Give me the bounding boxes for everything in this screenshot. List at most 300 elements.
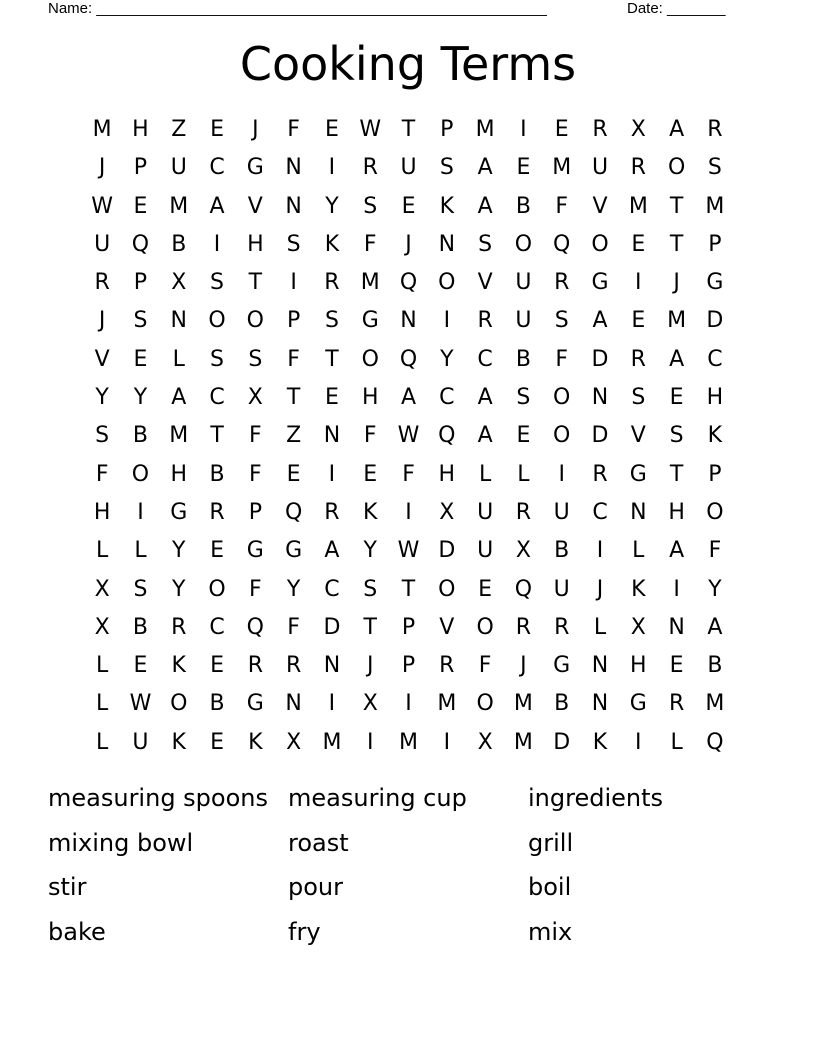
grid-letter: Q bbox=[284, 499, 303, 525]
grid-letter: C bbox=[439, 385, 455, 411]
grid-letter: R bbox=[592, 461, 608, 487]
grid-letter: E bbox=[478, 576, 493, 602]
grid-letter: I bbox=[596, 538, 604, 564]
grid-letter: P bbox=[401, 614, 416, 640]
grid-letter: O bbox=[246, 308, 264, 334]
grid-letter: S bbox=[133, 576, 148, 602]
grid-letter: P bbox=[440, 117, 454, 142]
grid-letter: J bbox=[366, 653, 374, 679]
grid-letter: K bbox=[171, 653, 186, 679]
grid-letter: D bbox=[591, 346, 609, 372]
grid-letter: E bbox=[286, 461, 301, 487]
grid-letter: R bbox=[592, 117, 608, 142]
grid-letter: Y bbox=[708, 576, 722, 602]
grid-letter: S bbox=[248, 346, 263, 372]
grid-letter: S bbox=[133, 308, 148, 334]
grid-letter: H bbox=[132, 117, 149, 142]
grid-letter: Q bbox=[246, 614, 264, 640]
grid-letter: H bbox=[630, 653, 647, 679]
grid-letter: C bbox=[324, 576, 340, 602]
grid-letter: K bbox=[592, 729, 608, 755]
grid-letter: F bbox=[402, 461, 415, 487]
grid-letter: S bbox=[95, 423, 110, 449]
grid-letter: H bbox=[93, 499, 111, 525]
grid-letter: A bbox=[477, 155, 493, 181]
grid-letter: N bbox=[285, 155, 302, 181]
grid-letter: R bbox=[554, 270, 570, 296]
grid-letter: H bbox=[170, 461, 188, 487]
grid-letter: R bbox=[171, 614, 187, 640]
grid-letter: H bbox=[706, 385, 724, 411]
grid-letter: G bbox=[246, 538, 264, 564]
grid-letter: M bbox=[552, 155, 572, 181]
grid-letter: E bbox=[210, 538, 224, 564]
grid-letter: U bbox=[400, 155, 417, 181]
grid-letter: W bbox=[91, 193, 114, 219]
grid-letter: B bbox=[132, 614, 148, 640]
grid-letter: D bbox=[706, 308, 724, 334]
grid-letter: R bbox=[630, 155, 646, 181]
grid-letter: L bbox=[96, 729, 109, 755]
grid-letter: S bbox=[210, 270, 225, 296]
grid-letter: H bbox=[438, 461, 456, 487]
grid-letter: G bbox=[629, 461, 647, 487]
grid-letter: Y bbox=[363, 538, 377, 564]
grid-letter: S bbox=[669, 423, 684, 449]
grid-letter: M bbox=[513, 729, 533, 755]
grid-letter: N bbox=[630, 499, 647, 525]
grid-letter: S bbox=[478, 231, 493, 257]
grid-letter: T bbox=[286, 385, 301, 411]
grid-letter: F bbox=[363, 231, 377, 257]
grid-letter: Z bbox=[286, 423, 302, 449]
grid-letter: Y bbox=[172, 538, 186, 564]
grid-letter: V bbox=[630, 423, 646, 449]
grid-letter: R bbox=[247, 653, 263, 679]
grid-letter: R bbox=[515, 614, 532, 640]
grid-letter: S bbox=[439, 155, 454, 181]
grid-letter: I bbox=[405, 499, 412, 525]
grid-letter: S bbox=[707, 155, 722, 181]
grid-letter: P bbox=[401, 653, 416, 679]
grid-letter: M bbox=[667, 308, 687, 334]
grid-letter: S bbox=[286, 231, 301, 257]
grid-letter: I bbox=[137, 499, 144, 525]
grid-letter: A bbox=[324, 538, 340, 564]
grid-letter: U bbox=[477, 499, 494, 525]
grid-letter: N bbox=[438, 231, 456, 257]
grid-letter: D bbox=[591, 423, 609, 449]
grid-letter: T bbox=[401, 576, 416, 602]
grid-letter: I bbox=[213, 231, 221, 257]
grid-letter: G bbox=[629, 691, 647, 717]
grid-letter: R bbox=[285, 653, 302, 679]
grid-letter: E bbox=[516, 423, 531, 449]
grid-letter: V bbox=[477, 270, 493, 296]
grid-letter: F bbox=[555, 346, 569, 372]
grid-letter: O bbox=[131, 461, 150, 487]
grid-letter: N bbox=[400, 308, 417, 334]
grid-letter: O bbox=[553, 423, 571, 449]
grid-letter: L bbox=[96, 653, 109, 679]
grid-letter: L bbox=[96, 538, 109, 564]
grid-letter: M bbox=[437, 691, 457, 717]
grid-letter: I bbox=[405, 691, 412, 717]
grid-letter: Q bbox=[553, 231, 571, 257]
grid-letter: B bbox=[707, 653, 723, 679]
grid-letter: F bbox=[287, 346, 300, 372]
grid-letter: U bbox=[553, 499, 570, 525]
grid-letter: X bbox=[362, 691, 378, 717]
grid-letter: E bbox=[401, 193, 416, 219]
grid-letter: U bbox=[477, 538, 494, 564]
grid-letter: E bbox=[554, 117, 569, 142]
grid-letter: O bbox=[514, 231, 533, 257]
grid-letter: X bbox=[171, 270, 187, 296]
grid-letter: S bbox=[363, 576, 378, 602]
grid-letter: I bbox=[635, 270, 642, 296]
grid-letter: R bbox=[324, 270, 340, 296]
grid-letter: O bbox=[553, 385, 571, 411]
grid-letter: I bbox=[635, 729, 642, 755]
grid-letter: M bbox=[628, 193, 648, 219]
grid-letter: O bbox=[706, 499, 724, 525]
grid-letter: V bbox=[94, 346, 110, 372]
grid-letter: R bbox=[209, 499, 225, 525]
grid-letter: A bbox=[669, 538, 685, 564]
grid-letter: P bbox=[248, 499, 262, 525]
grid-letter: S bbox=[631, 385, 646, 411]
grid-letter: A bbox=[209, 193, 225, 219]
grid-letter: M bbox=[169, 193, 189, 219]
grid-letter: R bbox=[630, 346, 646, 372]
grid-letter: G bbox=[706, 270, 724, 296]
grid-letter: Q bbox=[514, 576, 533, 602]
grid-letter: L bbox=[632, 538, 645, 564]
grid-letter: L bbox=[517, 461, 530, 487]
grid-letter: N bbox=[668, 614, 685, 640]
grid-letter: X bbox=[286, 729, 302, 755]
grid-letter: I bbox=[520, 117, 527, 142]
grid-letter: N bbox=[591, 385, 609, 411]
grid-letter: I bbox=[290, 270, 297, 296]
grid-letter: J bbox=[252, 117, 259, 142]
grid-letter: V bbox=[439, 614, 455, 640]
grid-letter: I bbox=[328, 691, 336, 717]
grid-letter: B bbox=[209, 461, 225, 487]
grid-letter: F bbox=[708, 538, 722, 564]
grid-letter: R bbox=[668, 691, 685, 717]
grid-letter: F bbox=[249, 461, 262, 487]
grid-letter: E bbox=[324, 385, 339, 411]
grid-letter: I bbox=[673, 576, 680, 602]
grid-letter: I bbox=[328, 155, 336, 181]
grid-letter: M bbox=[705, 691, 725, 717]
grid-letter: W bbox=[129, 691, 152, 717]
grid-letter: S bbox=[363, 193, 378, 219]
grid-letter: F bbox=[249, 576, 262, 602]
grid-letter: T bbox=[669, 461, 684, 487]
grid-letter: L bbox=[172, 346, 185, 372]
grid-letter: A bbox=[400, 385, 417, 411]
grid-letter: G bbox=[246, 155, 264, 181]
grid-letter: F bbox=[478, 653, 492, 679]
grid-letter: K bbox=[363, 499, 378, 525]
grid-letter: W bbox=[359, 117, 382, 142]
grid-letter: G bbox=[553, 653, 571, 679]
grid-letter: Y bbox=[440, 346, 454, 372]
word-list-item: pour bbox=[288, 873, 343, 902]
word-list-item: fry bbox=[288, 918, 321, 947]
grid-letter: W bbox=[397, 538, 420, 564]
grid-letter: F bbox=[249, 423, 262, 449]
grid-letter: Q bbox=[131, 231, 150, 257]
grid-letter: B bbox=[171, 231, 187, 257]
word-search-grid bbox=[83, 111, 734, 762]
word-list-item: ingredients bbox=[528, 784, 664, 812]
word-list-item: stir bbox=[48, 873, 87, 902]
grid-letter: Y bbox=[95, 385, 109, 411]
grid-letter: K bbox=[439, 193, 455, 219]
grid-letter: M bbox=[475, 117, 495, 142]
grid-letter: N bbox=[591, 653, 609, 679]
grid-letter: E bbox=[669, 385, 684, 411]
grid-letter: C bbox=[707, 346, 723, 372]
grid-letter: H bbox=[247, 231, 264, 257]
grid-letter: L bbox=[96, 691, 109, 717]
grid-letter: A bbox=[592, 308, 608, 334]
grid-letter: X bbox=[630, 614, 646, 640]
grid-letter: F bbox=[363, 423, 377, 449]
grid-letter: X bbox=[94, 576, 110, 602]
grid-letter: H bbox=[668, 499, 685, 525]
grid-letter: R bbox=[362, 155, 378, 181]
grid-letter: R bbox=[439, 653, 455, 679]
grid-letter: X bbox=[630, 117, 646, 142]
grid-letter: T bbox=[325, 346, 339, 372]
grid-letter: A bbox=[477, 193, 493, 219]
grid-letter: O bbox=[667, 155, 686, 181]
grid-letter: J bbox=[98, 155, 106, 181]
grid-letter: A bbox=[171, 385, 187, 411]
grid-letter: P bbox=[286, 308, 301, 334]
grid-letter: C bbox=[209, 385, 225, 411]
word-list-item: mixing bowl bbox=[48, 828, 194, 857]
grid-letter: Q bbox=[399, 346, 418, 372]
grid-letter: A bbox=[669, 346, 685, 372]
grid-letter: G bbox=[246, 691, 264, 717]
grid-letter: U bbox=[515, 308, 532, 334]
grid-letter: E bbox=[363, 461, 378, 487]
grid-letter: J bbox=[673, 270, 680, 296]
grid-letter: A bbox=[707, 614, 723, 640]
grid-letter: B bbox=[209, 691, 225, 717]
grid-letter: R bbox=[554, 614, 570, 640]
grid-letter: N bbox=[323, 423, 341, 449]
word-list-item: mix bbox=[528, 918, 573, 947]
grid-letter: X bbox=[515, 538, 531, 564]
grid-letter: L bbox=[134, 538, 147, 564]
grid-letter: M bbox=[322, 729, 342, 755]
grid-letter: E bbox=[516, 155, 531, 181]
grid-letter: S bbox=[210, 346, 225, 372]
grid-letter: T bbox=[363, 614, 377, 640]
word-list-item: boil bbox=[528, 873, 572, 902]
grid-letter: B bbox=[554, 691, 570, 717]
grid-letter: V bbox=[592, 193, 608, 219]
grid-letter: S bbox=[324, 308, 339, 334]
grid-letter: D bbox=[553, 729, 571, 755]
grid-letter: C bbox=[209, 614, 225, 640]
grid-letter: X bbox=[247, 385, 263, 411]
grid-letter: O bbox=[438, 270, 456, 296]
grid-letter: C bbox=[209, 155, 225, 181]
grid-letter: O bbox=[170, 691, 188, 717]
grid-letter: K bbox=[707, 423, 723, 449]
grid-letter: Q bbox=[399, 270, 418, 296]
grid-letter: T bbox=[669, 231, 684, 257]
grid-letter: K bbox=[631, 576, 646, 602]
grid-letter: O bbox=[591, 231, 609, 257]
grid-letter: T bbox=[669, 193, 684, 219]
grid-letter: O bbox=[208, 308, 226, 334]
grid-letter: T bbox=[210, 423, 224, 449]
grid-letter: X bbox=[94, 614, 110, 640]
grid-letter: F bbox=[287, 117, 300, 142]
grid-letter: E bbox=[631, 231, 646, 257]
grid-letter: F bbox=[287, 614, 300, 640]
grid-letter: M bbox=[513, 691, 533, 717]
grid-letter: Y bbox=[325, 193, 339, 219]
grid-letter: Y bbox=[172, 576, 186, 602]
grid-letter: I bbox=[443, 729, 451, 755]
grid-letter: P bbox=[708, 461, 722, 487]
grid-letter: E bbox=[210, 117, 224, 142]
grid-letter: U bbox=[170, 155, 187, 181]
grid-letter: L bbox=[593, 614, 607, 640]
word-list-item: grill bbox=[528, 828, 574, 857]
grid-letter: D bbox=[438, 538, 456, 564]
grid-letter: M bbox=[92, 117, 112, 142]
grid-letter: A bbox=[669, 117, 685, 142]
date-field-label: Date: _______ bbox=[627, 0, 726, 17]
grid-letter: A bbox=[477, 423, 493, 449]
grid-letter: B bbox=[132, 423, 148, 449]
grid-letter: I bbox=[366, 729, 374, 755]
word-list-item: bake bbox=[48, 918, 106, 947]
grid-letter: I bbox=[328, 461, 336, 487]
grid-letter: M bbox=[360, 270, 380, 296]
grid-letter: B bbox=[515, 193, 531, 219]
word-list-item: measuring cup bbox=[288, 784, 467, 812]
grid-letter: X bbox=[477, 729, 493, 755]
grid-letter: G bbox=[361, 308, 379, 334]
grid-letter: W bbox=[397, 423, 420, 449]
grid-letter: J bbox=[596, 576, 604, 602]
grid-letter: L bbox=[670, 729, 683, 755]
grid-letter: U bbox=[132, 729, 149, 755]
grid-letter: J bbox=[520, 653, 527, 679]
grid-letter: R bbox=[707, 117, 723, 142]
grid-letter: Y bbox=[286, 576, 301, 602]
grid-letter: N bbox=[323, 653, 341, 679]
grid-letter: R bbox=[515, 499, 532, 525]
grid-letter: C bbox=[592, 499, 608, 525]
grid-letter: O bbox=[361, 346, 379, 372]
grid-letter: E bbox=[133, 346, 148, 372]
grid-letter: O bbox=[208, 576, 226, 602]
page-title: Cooking Terms bbox=[239, 37, 577, 91]
grid-letter: N bbox=[170, 308, 187, 334]
grid-letter: P bbox=[133, 155, 148, 181]
grid-letter: K bbox=[324, 231, 340, 257]
grid-letter: O bbox=[476, 691, 494, 717]
grid-letter: R bbox=[477, 308, 493, 334]
word-list-item: measuring spoons bbox=[48, 784, 268, 812]
grid-letter: P bbox=[708, 231, 722, 257]
grid-letter: M bbox=[169, 423, 189, 449]
grid-letter: E bbox=[133, 193, 148, 219]
grid-letter: H bbox=[361, 385, 379, 411]
grid-letter: I bbox=[558, 461, 565, 487]
grid-letter: U bbox=[94, 231, 111, 257]
grid-letter: U bbox=[553, 576, 570, 602]
grid-letter: B bbox=[554, 538, 570, 564]
grid-letter: F bbox=[555, 193, 569, 219]
grid-letter: G bbox=[591, 270, 609, 296]
name-field-label: Name: ______________________________________________________ bbox=[48, 0, 547, 17]
grid-letter: E bbox=[133, 653, 148, 679]
grid-letter: S bbox=[554, 308, 569, 334]
grid-letter: Y bbox=[133, 385, 148, 411]
grid-letter: Q bbox=[438, 423, 456, 449]
grid-letter: F bbox=[95, 461, 109, 487]
grid-letter: G bbox=[285, 538, 303, 564]
grid-letter: E bbox=[210, 653, 224, 679]
grid-letter: C bbox=[477, 346, 493, 372]
grid-letter: P bbox=[133, 270, 148, 296]
grid-letter: J bbox=[98, 308, 106, 334]
grid-letter: N bbox=[285, 691, 302, 717]
grid-letter: O bbox=[438, 576, 456, 602]
grid-letter: E bbox=[631, 308, 646, 334]
grid-letter: R bbox=[94, 270, 110, 296]
grid-letter: A bbox=[477, 385, 493, 411]
grid-letter: T bbox=[248, 270, 263, 296]
grid-letter: L bbox=[478, 461, 492, 487]
grid-letter: R bbox=[324, 499, 340, 525]
grid-letter: K bbox=[171, 729, 186, 755]
word-list bbox=[48, 778, 768, 957]
word-list-item: roast bbox=[288, 828, 349, 857]
grid-letter: J bbox=[405, 231, 412, 257]
grid-letter: M bbox=[705, 193, 725, 219]
grid-letter: E bbox=[210, 729, 224, 755]
grid-letter: U bbox=[591, 155, 609, 181]
grid-letter: K bbox=[248, 729, 263, 755]
grid-letter: B bbox=[515, 346, 531, 372]
grid-letter: Z bbox=[171, 117, 187, 142]
grid-letter: O bbox=[476, 614, 494, 640]
grid-letter: Q bbox=[706, 729, 724, 755]
grid-letter: E bbox=[669, 653, 684, 679]
grid-letter: T bbox=[401, 117, 416, 142]
grid-letter: X bbox=[439, 499, 455, 525]
grid-letter: E bbox=[324, 117, 339, 142]
grid-letter: S bbox=[516, 385, 531, 411]
grid-letter: M bbox=[399, 729, 419, 755]
grid-letter: N bbox=[285, 193, 302, 219]
